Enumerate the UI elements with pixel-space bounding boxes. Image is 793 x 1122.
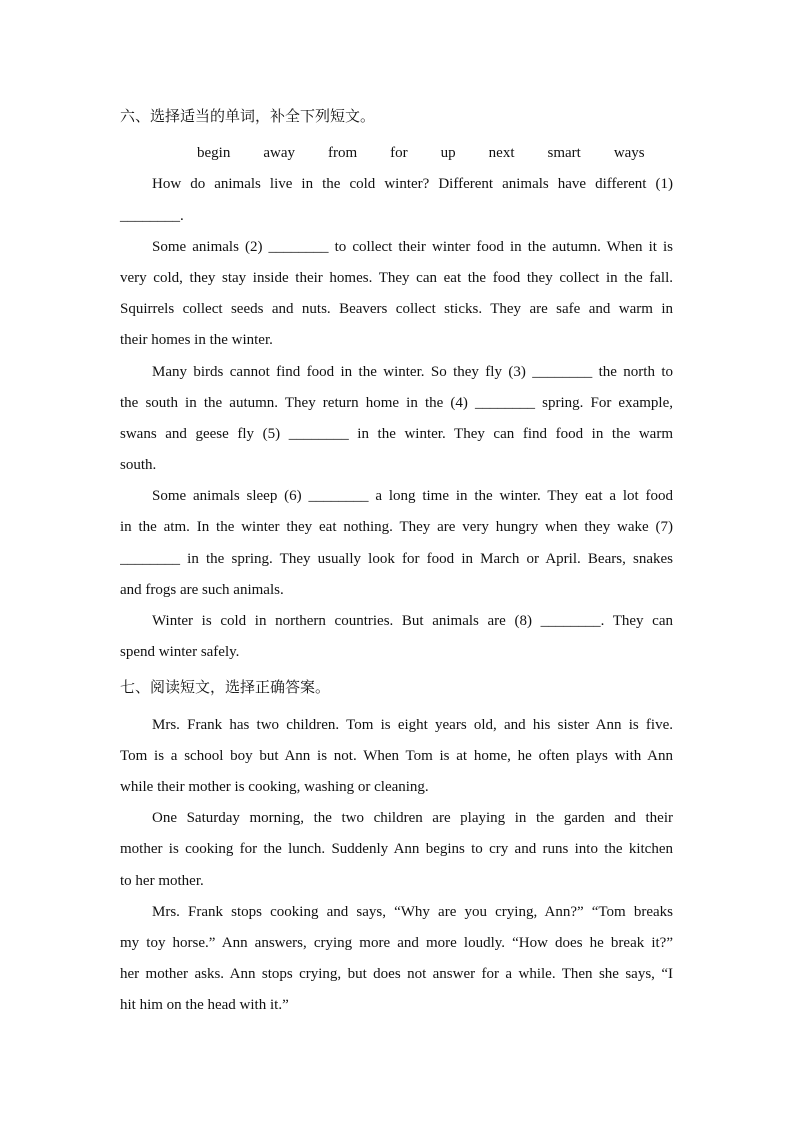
- passage-line: and frogs are such animals.: [120, 581, 284, 598]
- passage-line: Some animals (2) ________ to collect their winter food in the autumn. When it is: [152, 238, 673, 255]
- passage-line: Many birds cannot find food in the winter. So they fly (3) ________ the north to: [152, 363, 673, 380]
- passage-line: my toy horse.” Ann answers, crying more and more loudly. “How does he break it?”: [120, 934, 673, 951]
- passage-line: in the atm. In the winter they eat nothing. They are very hungry when they wake (7): [120, 519, 673, 536]
- passage-line: Mrs. Frank has two children. Tom is eight years old, and his sister Ann is five.: [152, 716, 673, 733]
- word-bank: [120, 138, 673, 169]
- passage-line: How do animals live in the cold winter? Different animals have different (1): [152, 176, 673, 193]
- section-7-heading: 七、阅读短文，选择正确答案。: [120, 678, 331, 697]
- passage-line: Some animals sleep (6) ________ a long time in the winter. They eat a lot food: [152, 488, 673, 505]
- section-6-heading: 六、选择适当的单词，补全下列短文。: [120, 107, 376, 125]
- document-page: [120, 101, 673, 1021]
- word-bank-item: next: [488, 145, 515, 162]
- word-bank-item: away: [263, 145, 295, 162]
- word-bank-item: ways: [613, 145, 645, 162]
- word-bank-item: smart: [547, 145, 581, 162]
- word-bank-item: from: [327, 145, 358, 162]
- passage-line: Winter is cold in northern countries. But animals are (8) ________. They can: [152, 613, 673, 629]
- passage-line: very cold, they stay inside their homes. They can eat the food they collect in the fall.: [120, 269, 673, 286]
- passage-line: south.: [120, 457, 157, 474]
- passage-line: ________.: [120, 207, 184, 224]
- passage-line: hit him on the head with it.”: [120, 997, 289, 1014]
- word-bank-item: up: [440, 145, 456, 162]
- passage-line: her mother asks. Ann stops crying, but does not answer for a while. Then she says, “I: [120, 966, 673, 983]
- word-bank-item: for: [390, 145, 408, 162]
- passage-line: the south in the autumn. They return home in the (4) ________ spring. For example,: [120, 394, 673, 411]
- word-bank-item: begin: [197, 145, 231, 162]
- passage-line: Tom is a school boy but Ann is not. When Tom is at home, he often plays with Ann: [120, 747, 673, 764]
- passage-line: swans and geese fly (5) ________ in the winter. They can find food in the warm: [120, 425, 673, 442]
- passage-line: while their mother is cooking, washing or cleaning.: [120, 778, 429, 795]
- passage-line: mother is cooking for the lunch. Suddenly Ann begins to cry and runs into the kitchen: [120, 841, 673, 858]
- passage-line: to her mother.: [120, 872, 204, 889]
- passage-line: ________ in the spring. They usually look for food in March or April. Bears, snakes: [120, 550, 673, 567]
- passage-line: Squirrels collect seeds and nuts. Beavers collect sticks. They are safe and warm in: [120, 301, 673, 318]
- passage-line: One Saturday morning, the two children are playing in the garden and their: [152, 810, 673, 827]
- passage-line: their homes in the winter.: [120, 332, 273, 349]
- passage-line: Mrs. Frank stops cooking and says, “Why are you crying, Ann?” “Tom breaks: [152, 903, 673, 920]
- passage-line: spend winter safely.: [120, 644, 240, 661]
